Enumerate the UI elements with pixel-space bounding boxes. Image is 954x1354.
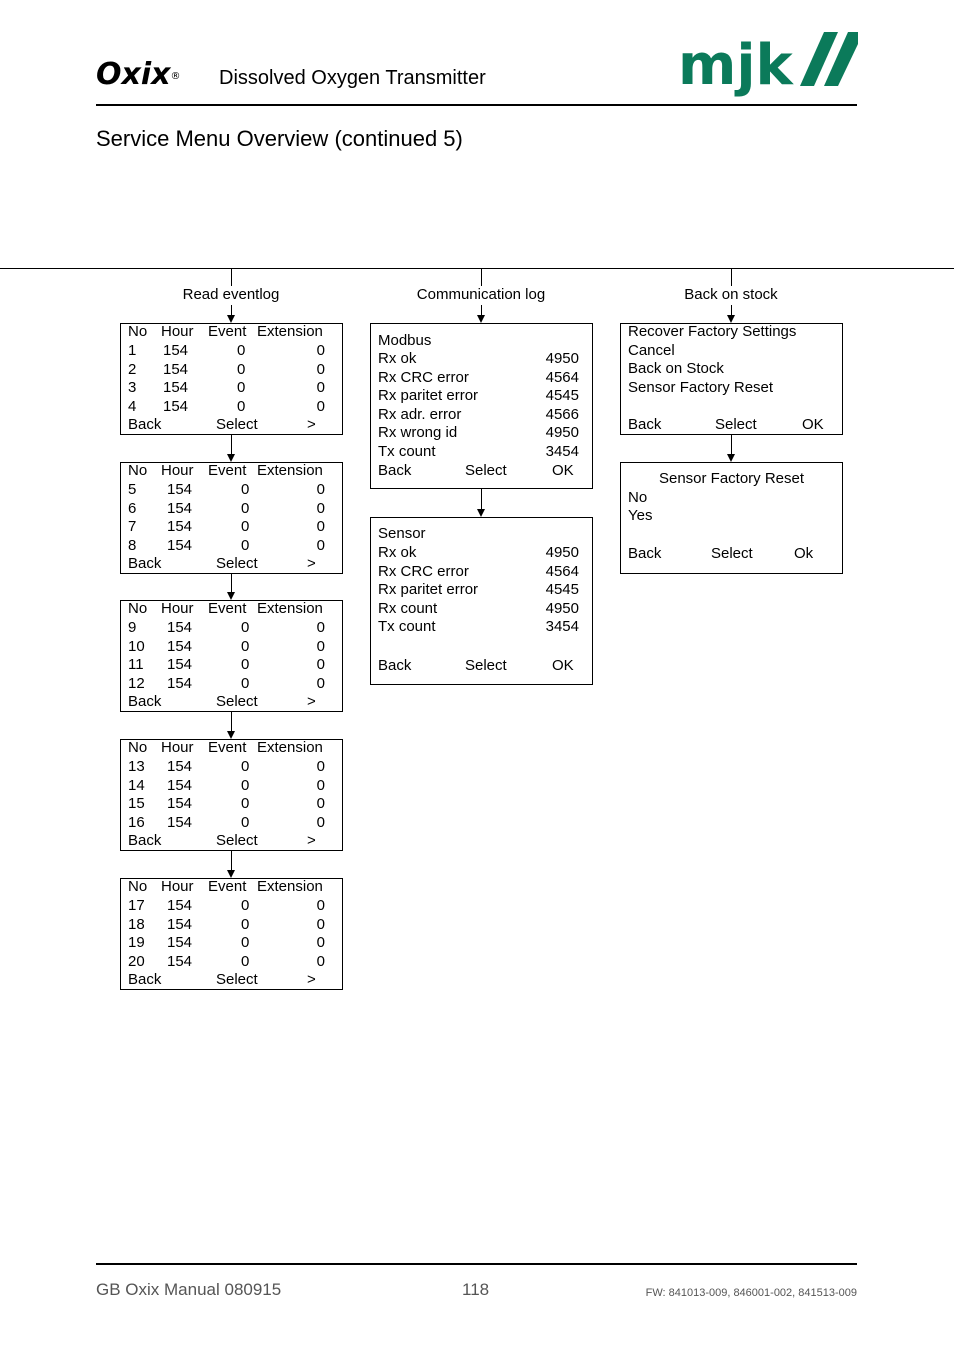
- menu-item-no[interactable]: No: [628, 489, 648, 506]
- eventlog-row: [121, 481, 342, 499]
- counter-label: Rx ok: [378, 544, 417, 561]
- eventlog-row: [121, 814, 342, 832]
- back-softkey[interactable]: Back: [128, 693, 162, 710]
- diagram-top-rule: [0, 268, 954, 269]
- eventlog-row: [121, 518, 342, 536]
- counter-label: Rx CRC error: [378, 562, 469, 580]
- event-extension: 0: [316, 795, 325, 812]
- event-hour: 154: [167, 897, 193, 914]
- recover-factory-settings-box: [620, 323, 843, 435]
- event-extension: 0: [316, 637, 325, 655]
- event-extension: 0: [316, 656, 325, 673]
- event-extension: 0: [316, 619, 325, 636]
- event-extension: 0: [316, 758, 325, 775]
- column-header: No: [128, 600, 148, 617]
- eventlog-row: [121, 638, 342, 656]
- eventlog-footer: [121, 693, 342, 711]
- back-softkey[interactable]: Back: [628, 545, 662, 562]
- label-communication-log: Communication log: [416, 286, 546, 303]
- event-code: 0: [241, 952, 250, 970]
- event-extension: 0: [316, 379, 325, 396]
- arrow-line: [731, 435, 732, 454]
- event-hour: 154: [163, 342, 189, 359]
- ok-softkey[interactable]: OK: [802, 416, 824, 433]
- eventlog-page-box: [120, 323, 343, 435]
- column-header: Extension: [257, 878, 323, 895]
- event-number: 5: [128, 481, 137, 498]
- event-code: 0: [237, 342, 246, 359]
- event-number: 18: [128, 915, 145, 933]
- event-number: 15: [128, 795, 145, 812]
- manual-name: GB Oxix Manual 080915: [96, 1280, 282, 1299]
- event-number: 19: [128, 934, 145, 951]
- arrow-line: [231, 851, 232, 870]
- menu-item-yes[interactable]: Yes: [628, 507, 653, 524]
- event-hour: 154: [167, 619, 193, 636]
- event-extension: 0: [316, 536, 325, 554]
- column-header: Extension: [257, 462, 323, 479]
- event-hour: 154: [167, 776, 193, 794]
- column-header: Event: [208, 739, 247, 756]
- eventlog-row: [121, 656, 342, 674]
- column-header: No: [128, 878, 148, 895]
- event-extension: 0: [316, 499, 325, 517]
- event-extension: 0: [316, 952, 325, 970]
- event-code: 0: [241, 637, 250, 655]
- select-softkey[interactable]: Select: [465, 657, 507, 674]
- arrow-head: [727, 454, 735, 462]
- event-hour: 154: [167, 952, 193, 970]
- eventlog-footer: [121, 832, 342, 850]
- back-softkey[interactable]: Back: [128, 555, 162, 572]
- firmware-versions: FW: 841013-009, 846001-002, 841513-009: [645, 1287, 857, 1299]
- sensor-row: [378, 544, 579, 562]
- eventlog-footer: [121, 555, 342, 573]
- recover-footer: [628, 416, 838, 434]
- back-softkey[interactable]: Back: [628, 416, 662, 433]
- eventlog-row: [121, 758, 342, 776]
- sensor-factory-reset-box: [620, 462, 843, 574]
- select-softkey[interactable]: Select: [711, 545, 753, 562]
- counter-label: Rx paritet error: [378, 581, 479, 599]
- counter-value: 4950: [545, 350, 579, 367]
- event-hour: 154: [163, 397, 189, 415]
- svg-text:mjk: mjk: [678, 33, 793, 98]
- column-header: Extension: [257, 323, 323, 340]
- column-header: No: [128, 739, 148, 756]
- event-number: 12: [128, 674, 145, 692]
- event-code: 0: [241, 813, 250, 831]
- event-code: 0: [237, 379, 246, 396]
- header-title: Dissolved Oxygen Transmitter: [219, 67, 486, 89]
- column-header: Extension: [257, 600, 323, 617]
- eventlog-row: [121, 897, 342, 915]
- event-hour: 154: [167, 915, 193, 933]
- back-softkey[interactable]: Back: [378, 462, 412, 479]
- select-softkey[interactable]: Select: [715, 416, 757, 433]
- back-softkey[interactable]: Back: [128, 416, 162, 433]
- eventlog-row: [121, 398, 342, 416]
- page-number: 118: [462, 1280, 490, 1299]
- column-header: Hour: [161, 462, 194, 479]
- column-header: No: [128, 462, 148, 479]
- counter-value: 3454: [545, 443, 579, 460]
- event-hour: 154: [167, 813, 193, 831]
- eventlog-row: [121, 361, 342, 379]
- arrow-head: [227, 870, 235, 878]
- event-hour: 154: [167, 499, 193, 517]
- event-number: 16: [128, 813, 145, 831]
- counter-label: Rx adr. error: [378, 405, 462, 423]
- column-header: Event: [208, 462, 247, 479]
- connector: [481, 268, 482, 286]
- counter-value: 4950: [545, 599, 579, 617]
- arrow-line: [231, 435, 232, 454]
- event-hour: 154: [167, 481, 193, 498]
- event-hour: 154: [163, 360, 189, 378]
- eventlog-row: [121, 953, 342, 971]
- event-hour: 154: [167, 934, 193, 951]
- event-code: 0: [237, 397, 246, 415]
- event-number: 13: [128, 758, 145, 775]
- column-header: Hour: [161, 878, 194, 895]
- ok-softkey[interactable]: OK: [552, 462, 574, 479]
- connector: [231, 268, 232, 286]
- event-code: 0: [241, 536, 250, 554]
- arrow-line: [231, 574, 232, 592]
- modbus-title: Modbus: [378, 332, 432, 349]
- event-extension: 0: [316, 360, 325, 378]
- footer-rule: [96, 1263, 857, 1265]
- recover-title: Recover Factory Settings: [628, 323, 797, 340]
- event-code: 0: [241, 656, 250, 673]
- counter-label: Tx count: [378, 618, 436, 636]
- eventlog-row: [121, 537, 342, 555]
- eventlog-page-box: [120, 462, 343, 574]
- eventlog-row: [121, 619, 342, 637]
- sensor-row: [378, 581, 579, 599]
- arrow-head: [227, 454, 235, 462]
- sensor-row: [378, 618, 579, 636]
- modbus-footer: [378, 462, 578, 480]
- modbus-row: [378, 350, 579, 368]
- event-hour: 154: [167, 536, 193, 554]
- arrow-head: [227, 592, 235, 600]
- event-number: 20: [128, 952, 145, 970]
- arrow-head: [727, 315, 735, 323]
- sensor-footer: [378, 657, 578, 675]
- connector: [731, 268, 732, 286]
- counter-value: 4566: [545, 405, 579, 423]
- eventlog-header-row: [121, 323, 342, 341]
- event-number: 9: [128, 619, 137, 636]
- event-hour: 154: [167, 518, 193, 535]
- eventlog-header-row: [121, 739, 342, 757]
- event-number: 11: [128, 656, 144, 673]
- eventlog-row: [121, 934, 342, 952]
- counter-label: Rx wrong id: [378, 424, 458, 442]
- event-code: 0: [241, 897, 250, 914]
- event-number: 4: [128, 397, 137, 415]
- select-softkey[interactable]: Select: [216, 832, 258, 849]
- arrow-line: [231, 712, 232, 731]
- column-header: Event: [208, 323, 247, 340]
- counter-value: 4950: [545, 544, 579, 561]
- eventlog-page-box: [120, 600, 343, 712]
- event-extension: 0: [316, 897, 325, 914]
- select-softkey[interactable]: Select: [216, 971, 258, 988]
- counter-value: 4564: [545, 368, 579, 386]
- eventlog-row: [121, 342, 342, 360]
- event-extension: 0: [316, 481, 325, 498]
- event-code: 0: [241, 499, 250, 517]
- counter-value: 3454: [545, 618, 579, 636]
- eventlog-header-row: [121, 878, 342, 896]
- counter-value: 4564: [545, 562, 579, 580]
- counter-label: Tx count: [378, 443, 436, 460]
- eventlog-footer: [121, 416, 342, 434]
- sensor-reset-title: Sensor Factory Reset: [658, 470, 805, 487]
- column-header: Extension: [257, 739, 323, 756]
- select-softkey[interactable]: Select: [216, 555, 258, 572]
- eventlog-row: [121, 795, 342, 813]
- next-softkey[interactable]: >: [307, 693, 316, 710]
- menu-item-sensor-factory-reset[interactable]: Sensor Factory Reset: [628, 379, 774, 396]
- event-number: 1: [128, 342, 137, 359]
- event-number: 7: [128, 518, 137, 535]
- label-read-eventlog: Read eventlog: [182, 286, 280, 303]
- event-extension: 0: [316, 397, 325, 415]
- next-softkey[interactable]: >: [307, 971, 316, 988]
- event-hour: 154: [167, 758, 193, 775]
- arrow-head: [477, 509, 485, 517]
- counter-value: 4545: [545, 581, 579, 599]
- event-number: 3: [128, 379, 137, 396]
- event-code: 0: [241, 934, 250, 951]
- menu-item-back-on-stock[interactable]: Back on Stock: [628, 360, 724, 377]
- counter-label: Rx count: [378, 599, 438, 617]
- menu-item-cancel[interactable]: Cancel: [628, 342, 675, 359]
- eventlog-row: [121, 777, 342, 795]
- counter-label: Rx CRC error: [378, 368, 469, 386]
- counter-label: Rx paritet error: [378, 387, 479, 405]
- modbus-row: [378, 406, 579, 424]
- counter-value: 4950: [545, 424, 579, 442]
- eventlog-row: [121, 675, 342, 693]
- column-header: No: [128, 323, 148, 340]
- sensor-row: [378, 563, 579, 581]
- back-softkey[interactable]: Back: [128, 832, 162, 849]
- event-code: 0: [241, 758, 250, 775]
- sensor-title: Sensor: [378, 525, 426, 542]
- eventlog-header-row: [121, 600, 342, 618]
- event-extension: 0: [316, 915, 325, 933]
- sensor-reset-footer: [628, 545, 838, 563]
- counter-value: 4545: [545, 387, 579, 405]
- event-code: 0: [241, 776, 250, 794]
- event-hour: 154: [167, 656, 193, 673]
- event-hour: 154: [167, 674, 193, 692]
- event-code: 0: [237, 360, 246, 378]
- arrow-head: [227, 315, 235, 323]
- modbus-row: [378, 369, 579, 387]
- column-header: Event: [208, 878, 247, 895]
- mjk-logo: [678, 32, 858, 102]
- event-number: 10: [128, 637, 145, 655]
- arrow-head: [477, 315, 485, 323]
- ok-softkey[interactable]: Ok: [794, 545, 814, 562]
- event-code: 0: [241, 481, 250, 498]
- next-softkey[interactable]: >: [307, 416, 316, 433]
- select-softkey[interactable]: Select: [216, 416, 258, 433]
- event-hour: 154: [167, 637, 193, 655]
- event-number: 17: [128, 897, 145, 914]
- sensor-row: [378, 600, 579, 618]
- event-number: 6: [128, 499, 137, 517]
- back-softkey[interactable]: Back: [378, 657, 412, 674]
- event-number: 14: [128, 776, 145, 794]
- column-header: Hour: [161, 739, 194, 756]
- event-code: 0: [241, 674, 250, 692]
- arrow-line: [481, 489, 482, 509]
- eventlog-row: [121, 500, 342, 518]
- modbus-row: [378, 443, 579, 461]
- event-extension: 0: [316, 342, 325, 359]
- event-extension: 0: [316, 934, 325, 951]
- sensor-log-box: [370, 517, 593, 685]
- event-code: 0: [241, 518, 250, 535]
- event-hour: 154: [163, 379, 189, 396]
- event-number: 8: [128, 536, 137, 554]
- column-header: Event: [208, 600, 247, 617]
- column-header: Hour: [161, 323, 194, 340]
- back-softkey[interactable]: Back: [128, 971, 162, 988]
- select-softkey[interactable]: Select: [216, 693, 258, 710]
- header-rule: [96, 104, 857, 106]
- arrow-head: [227, 731, 235, 739]
- modbus-row: [378, 387, 579, 405]
- event-code: 0: [241, 915, 250, 933]
- modbus-log-box: [370, 323, 593, 489]
- eventlog-header-row: [121, 462, 342, 480]
- modbus-row: [378, 424, 579, 442]
- next-softkey[interactable]: >: [307, 555, 316, 572]
- event-hour: 154: [167, 795, 193, 812]
- page-title: Service Menu Overview (continued 5): [96, 126, 463, 151]
- label-back-on-stock: Back on stock: [684, 286, 778, 303]
- event-number: 2: [128, 360, 137, 378]
- eventlog-page-box: [120, 739, 343, 851]
- event-code: 0: [241, 619, 250, 636]
- eventlog-row: [121, 379, 342, 397]
- oxix-logo: Oxix®: [96, 57, 181, 92]
- event-code: 0: [241, 795, 250, 812]
- event-extension: 0: [316, 813, 325, 831]
- select-softkey[interactable]: Select: [465, 462, 507, 479]
- eventlog-row: [121, 916, 342, 934]
- counter-label: Rx ok: [378, 350, 417, 367]
- event-extension: 0: [316, 674, 325, 692]
- next-softkey[interactable]: >: [307, 832, 316, 849]
- event-extension: 0: [316, 776, 325, 794]
- column-header: Hour: [161, 600, 194, 617]
- eventlog-page-box: [120, 878, 343, 990]
- ok-softkey[interactable]: OK: [552, 657, 574, 674]
- eventlog-footer: [121, 971, 342, 989]
- event-extension: 0: [316, 518, 325, 535]
